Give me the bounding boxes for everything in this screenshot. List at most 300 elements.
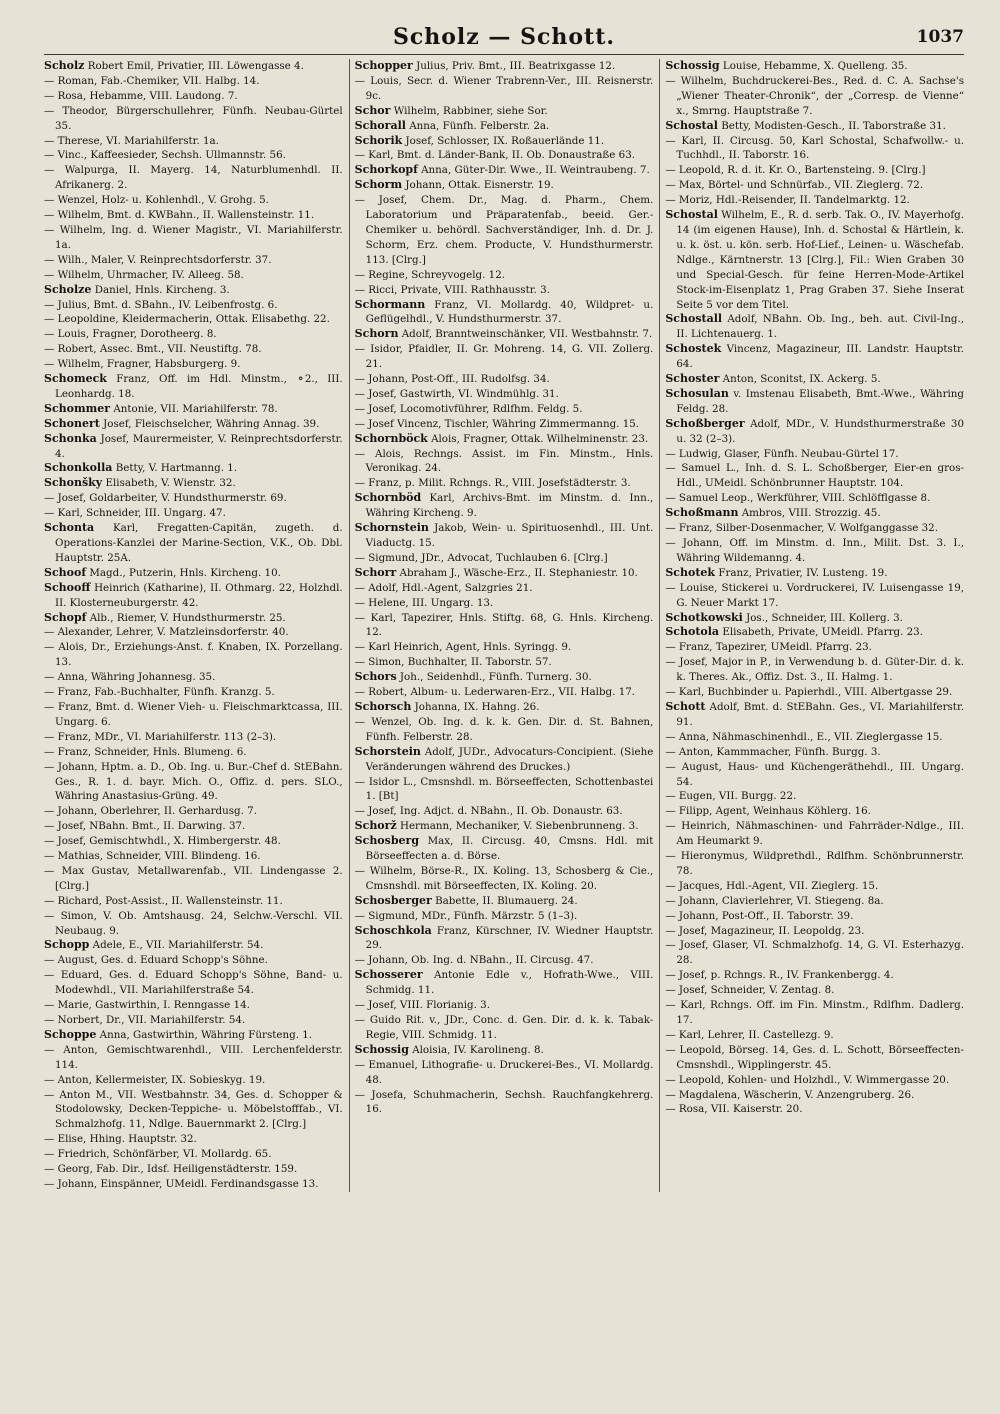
directory-entry [44, 491, 343, 506]
entry-text: Vincenz, Magazineur, III. Landstr. Hauptstr. 64. [676, 343, 965, 371]
entry-text: — Eduard, Ges. d. Eduard Schopp's Söhne, Band- u. Modewhdl., VII. Mariahilferstraße 54. [44, 969, 343, 997]
entry-text: — Josefa, Schuhmacherin, Sechsh. Rauchfangkehrerg. 16. [354, 1088, 654, 1116]
entry-text: — Alexander, Lehrer, V. Matzleinsdorferstr. 40. [44, 626, 289, 639]
entry-text: — Franz, Bmt. d. Wiener Vieh- u. Fleischmarktcassa, III. Ungarg. 6. [44, 700, 343, 728]
directory-entry [665, 208, 964, 312]
directory-entry [355, 134, 654, 149]
directory-entry [355, 447, 654, 477]
directory-entry [665, 849, 964, 879]
directory-entry [355, 566, 654, 581]
entry-text: — Therese, VI. Mariahilferstr. 1a. [44, 134, 219, 147]
entry-text: Franz, Kürschner, IV. Wiedner Hauptstr. 29. [365, 924, 654, 952]
directory-entry [665, 968, 964, 983]
entry-surname: Schotola [665, 625, 720, 639]
entry-surname: Schorik [354, 133, 403, 147]
entry-surname: Schoßmann [665, 506, 739, 520]
directory-entry [44, 223, 343, 253]
directory-entry [44, 566, 343, 581]
directory-entry [44, 1073, 343, 1088]
entry-text: Elisabeth, V. Wienstr. 32. [105, 477, 236, 490]
entry-text: — Roman, Fab.-Chemiker, VII. Halbg. 14. [44, 74, 260, 87]
entry-text: — Johann, Hptm. a. D., Ob. Ing. u. Bur.-Chef d. StEBahn. Ges., R. 1. d. bayr. Mich. O., Offiz. d. pers. SLO., Währing Anastasius-Grüng. 49. [44, 760, 343, 803]
directory-entry [44, 700, 343, 730]
directory-entry [665, 998, 964, 1028]
entry-text: — Karl, Bmt. d. Länder-Bank, II. Ob. Donaustraße 63. [354, 149, 636, 162]
entry-surname: Schoßberger [665, 416, 745, 430]
entry-text: — Leopold, Kohlen- und Holzhdl., V. Wimmergasse 20. [665, 1073, 950, 1086]
entry-text: — Josef, Locomotivführer, Rdlfhm. Feldg. 5. [354, 402, 583, 415]
entry-surname: Schornböd [354, 491, 422, 505]
entry-text: — Ricci, Private, VIII. Rathhausstr. 3. [354, 283, 550, 296]
entry-text: — Josef, Gastwirth, VI. Windmühlg. 31. [354, 387, 559, 400]
entry-text: — August, Ges. d. Eduard Schopp's Söhne. [44, 954, 268, 967]
entry-text: — Max Gustav, Metallwarenfab., VII. Lindengasse 2. [Clrg.] [44, 864, 343, 892]
directory-entry [44, 894, 343, 909]
directory-entry [355, 894, 654, 909]
directory-entry [44, 193, 343, 208]
entry-text: Hermann, Mechaniker, V. Siebenbrunneng. 3. [399, 820, 639, 833]
directory-entry [355, 596, 654, 611]
directory-entry [355, 864, 654, 894]
entry-text: — Filipp, Agent, Weinhaus Köhlerg. 16. [665, 805, 871, 818]
directory-entry [355, 1088, 654, 1118]
directory-entry [44, 1162, 343, 1177]
directory-entry [355, 685, 654, 700]
entry-text: — Vinc., Kaffeesieder, Sechsh. Ullmannstr. 56. [44, 149, 286, 162]
directory-entry [355, 268, 654, 283]
entry-surname: Schostal [665, 118, 718, 132]
directory-entry [44, 74, 343, 89]
entry-text: Anna, Güter-Dir. Wwe., II. Weintraubeng. 7. [421, 164, 650, 177]
entry-text: — Anna, Nähmaschinenhdl., E., VII. Zieglergasse 15. [665, 730, 943, 743]
entry-text: — Franz, p. Milit. Rchngs. R., VIII. Josefstädterstr. 3. [354, 477, 631, 490]
entry-text: — Josef, Glaser, VI. Schmalzhofg. 14, G. VI. Esterhazyg. 28. [665, 939, 965, 967]
directory-entry [665, 804, 964, 819]
entry-text: Anton, Sconitst, IX. Ackerg. 5. [722, 373, 881, 386]
directory-entry [665, 611, 964, 626]
entry-surname: Schornstein [354, 521, 429, 535]
directory-entry [44, 59, 343, 74]
directory-entry [665, 372, 964, 387]
entry-text: — Max, Börtel- und Schnürfab., VII. Zieglerg. 72. [665, 179, 924, 192]
entry-text: — Josef, Gemischtwhdl., X. Himbergerstr. 48. [44, 835, 281, 848]
entry-surname: Schorstein [354, 744, 421, 758]
directory-entry [665, 730, 964, 745]
entry-surname: Schossig [354, 1042, 409, 1056]
entry-text: — Richard, Post-Assist., II. Wallensteinstr. 11. [44, 894, 283, 907]
directory-entry [355, 163, 654, 178]
columns [44, 59, 964, 1192]
directory-entry [44, 625, 343, 640]
entry-text: Franz, VI. Mollardg. 40, Wildpret- u. Geflügelhdl., V. Hundsthurmerstr. 37. [365, 298, 654, 326]
entry-surname: Schonta [44, 521, 95, 535]
directory-entry [44, 1177, 343, 1192]
entry-text: Elisabeth, Private, UMeidl. Pfarrg. 23. [722, 626, 924, 639]
entry-text: — Karl, Buchbinder u. Papierhdl., VIII. Albertgasse 29. [665, 686, 953, 699]
entry-text: — Karl, II. Circusg. 50, Karl Schostal, Schafwollw.- u. Tuchhdl., II. Taborstr. 16. [665, 134, 965, 162]
page-header [44, 24, 964, 55]
directory-entry [355, 387, 654, 402]
directory-entry [355, 968, 654, 998]
entry-text: — Johann, Clavierlehrer, VI. Stiegeng. 8a. [665, 894, 884, 907]
directory-entry [665, 760, 964, 790]
directory-entry [355, 924, 654, 954]
directory-entry [44, 909, 343, 939]
entry-surname: Schonert [44, 416, 100, 430]
entry-text: — Karl, Lehrer, II. Castellezg. 9. [665, 1028, 834, 1041]
directory-entry [44, 521, 343, 566]
entry-text: — Franz, MDr., VI. Mariahilferstr. 113 (2–3). [44, 730, 277, 743]
directory-entry [44, 640, 343, 670]
directory-entry [44, 506, 343, 521]
directory-entry [44, 819, 343, 834]
entry-text: Wilhelm, Rabbiner, siehe Sor. [393, 104, 548, 117]
directory-entry [44, 253, 343, 268]
directory-entry [44, 849, 343, 864]
entry-text: Robert Emil, Privatier, III. Löwengasse 4. [87, 60, 304, 72]
entry-text: — Moriz, Hdl.-Reisender, II. Tandelmarktg. 12. [665, 194, 910, 207]
directory-entry [665, 163, 964, 178]
entry-surname: Schors [354, 670, 397, 684]
directory-entry [665, 193, 964, 208]
entry-text: — Emanuel, Lithografie- u. Druckerei-Bes., VI. Mollardg. 48. [354, 1058, 654, 1086]
directory-entry [355, 59, 654, 74]
entry-text: Magd., Putzerin, Hnls. Kircheng. 10. [89, 566, 281, 579]
directory-entry [44, 89, 343, 104]
directory-entry [355, 402, 654, 417]
directory-entry [355, 953, 654, 968]
entry-text: — Johann, Off. im Minstm. d. Inn., Milit. Dst. 3. I., Währing Wildemanng. 4. [665, 537, 965, 564]
entry-text: — August, Haus- und Küchengeräthehdl., III. Ungarg. 54. [665, 760, 965, 788]
directory-entry [44, 327, 343, 342]
directory-entry [44, 968, 343, 998]
entry-text: — Franz, Tapezirer, UMeidl. Pfarrg. 23. [665, 641, 872, 654]
entry-text: Anna, Gastwirthin, Währing Fürsteng. 1. [99, 1028, 313, 1041]
entry-text: — Josef, Schneider, V. Zentag. 8. [665, 984, 835, 997]
directory-entry [44, 998, 343, 1013]
entry-text: — Wilhelm, Börse-R., IX. Koling. 13, Schosberg & Cie., Cmsnshdl. mit Börseeffecten, IX. Koling. 20. [354, 864, 654, 892]
entry-surname: Schormann [354, 297, 426, 311]
entry-text: Wilhelm, E., R. d. serb. Tak. O., IV. Mayerhofg. 14 (im eigenen Hause), Inh. d. Schostal & Härtlein, k. u. k. öst. u. kön. serb. Hof-Lief., Leinen- u. Wäschefab. Ndlge., Kärntnerstr. 13 [Clrg.], Fil.: Wien Graben 30 und Special-Gesch. für feine Herren-Mode-Artikel Stock-im-Eisenplatz 1, Prag Graben 37. Siehe Inserat Seite 5 vor dem Titel. [676, 209, 965, 311]
directory-entry [44, 402, 343, 417]
entry-text: — Hieronymus, Wildprethdl., Rdlfhm. Schönbrunnerstr. 78. [665, 850, 965, 877]
entry-surname: Schoppe [44, 1027, 97, 1041]
entry-text: — Franz, Silber-Dosenmacher, V. Wolfganggasse 32. [665, 522, 939, 535]
entry-text: Alb., Riemer, V. Hundsthurmerstr. 25. [89, 611, 286, 624]
entry-text: — Robert, Album- u. Lederwaren-Erz., VII. Halbg. 17. [354, 686, 636, 699]
entry-text: — Wenzel, Ob. Ing. d. k. k. Gen. Dir. d. St. Bahnen, Fünfh. Felberstr. 28. [354, 715, 654, 743]
directory-entry [355, 476, 654, 491]
directory-entry [355, 715, 654, 745]
directory-entry [44, 163, 343, 193]
entry-surname: Schostek [665, 342, 722, 356]
entry-surname: Schoster [665, 372, 720, 386]
entry-text: — Isidor L., Cmsnshdl. m. Börseeffecten, Schottenbastei 1. [Bt] [354, 775, 654, 803]
directory-entry [44, 760, 343, 805]
entry-text: — Simon, Buchhalter, II. Taborstr. 57. [354, 656, 552, 669]
directory-entry [44, 1043, 343, 1073]
directory-entry [355, 283, 654, 298]
directory-entry [44, 417, 343, 432]
entry-text: Heinrich (Katharine), II. Othmarg. 22, Holzhdl. II. Klosterneuburgerstr. 42. [55, 581, 343, 609]
entry-text: — Wilhelm, Fragner, Habsburgerg. 9. [44, 358, 241, 371]
entry-text: — Karl, Rchngs. Off. im Fin. Minstm., Rdlfhm. Dadlerg. 17. [665, 999, 965, 1026]
directory-entry [665, 521, 964, 536]
entry-surname: Schoschkola [354, 923, 432, 937]
entry-surname: Schorsch [354, 699, 412, 713]
entry-text: — Karl, Tapezirer, Hnls. Stiftg. 68, G. Hnls. Kircheng. 12. [354, 611, 654, 639]
directory-entry [665, 59, 964, 74]
entry-text: — Leopold, R. d. it. Kr. O., Bartensteing. 9. [Clrg.] [665, 164, 926, 177]
directory-entry [665, 655, 964, 685]
directory-entry [44, 1028, 343, 1043]
entry-text: Adolf, JUDr., Advocaturs-Concipient. (Siehe Veränderungen während des Druckes.) [365, 745, 654, 773]
directory-entry [355, 104, 654, 119]
entry-surname: Schor [354, 103, 391, 117]
directory-entry [355, 745, 654, 775]
entry-text: — Josef, Goldarbeiter, V. Hundsthurmerstr. 69. [44, 492, 287, 505]
directory-entry [665, 119, 964, 134]
directory-entry [665, 1028, 964, 1043]
directory-entry [665, 640, 964, 655]
directory-entry [665, 506, 964, 521]
entry-text: Betty, V. Hartmanng. 1. [115, 462, 238, 475]
directory-entry [355, 74, 654, 104]
entry-surname: Schomeck [44, 372, 107, 386]
entry-surname: Schostall [665, 312, 723, 326]
directory-entry [44, 938, 343, 953]
entry-text: — Ludwig, Glaser, Fünfh. Neubau-Gürtel 17. [665, 447, 899, 460]
entry-surname: Schotkowski [665, 610, 743, 624]
entry-text: Ambros, VIII. Strozzig. 45. [741, 507, 881, 520]
entry-text: — Josef, Magazineur, II. Leopoldg. 23. [665, 924, 865, 937]
directory-entry [355, 655, 654, 670]
directory-entry [44, 372, 343, 402]
entry-surname: Schornböck [354, 431, 428, 445]
entry-text: — Marie, Gastwirthin, I. Renngasse 14. [44, 999, 250, 1012]
directory-entry [355, 804, 654, 819]
directory-entry [44, 312, 343, 327]
entry-surname: Schopf [44, 610, 87, 624]
directory-entry [665, 819, 964, 849]
entry-surname: Schommer [44, 401, 111, 415]
directory-entry [665, 625, 964, 640]
directory-entry [355, 670, 654, 685]
directory-entry [355, 551, 654, 566]
entry-text: Antonie Edle v., Hofrath-Wwe., VIII. Schmidg. 11. [365, 969, 654, 997]
directory-entry [44, 1132, 343, 1147]
entry-text: — Eugen, VII. Burgg. 22. [665, 790, 797, 803]
directory-entry [665, 178, 964, 193]
entry-text: — Mathias, Schneider, VIII. Blindeng. 16. [44, 850, 261, 863]
entry-text: Adolf, MDr., V. Hundsthurmerstraße 30 u. 32 (2–3). [676, 417, 965, 445]
entry-surname: Scholz [44, 59, 85, 72]
directory-entry [665, 1102, 964, 1117]
directory-entry [44, 953, 343, 968]
entry-text: — Adolf, Hdl.-Agent, Salzgries 21. [354, 581, 533, 594]
directory-entry [355, 372, 654, 387]
directory-entry [355, 298, 654, 328]
directory-entry [44, 611, 343, 626]
entry-surname: Schostal [665, 208, 718, 222]
entry-text: Max, II. Circusg. 40, Cmsns. Hdl. mit Börseeffecten a. d. Börse. [365, 835, 654, 863]
directory-entry [355, 1043, 654, 1058]
entry-text: — Josef, VIII. Florianig. 3. [354, 999, 490, 1012]
directory-entry [665, 536, 964, 566]
directory-entry [355, 998, 654, 1013]
directory-entry [665, 879, 964, 894]
column-3 [659, 59, 964, 1192]
entry-text: — Josef, Chem. Dr., Mag. d. Pharm., Chem. Laboratorium und Präparatenfab., beeid. Ger.-Chemiker u. behördl. Sachverständiger, Inh. d. Dr. J. Schorm, Erz. chem. Producte, V. Hundsthurmerstr. 113. [Clrg.] [354, 194, 654, 266]
entry-surname: Schosserer [354, 968, 423, 982]
entry-text: — Anton, Gemischtwarenhdl., VIII. Lerchenfelderstr. 114. [44, 1043, 343, 1071]
entry-text: — Wilhelm, Buchdruckerei-Bes., Red. d. C. A. Sachse's „Wiener Theater-Chronik“, der „Corresp. de Vienne“ x., Smrng. Hauptstraße 7. [665, 74, 965, 117]
directory-entry [665, 938, 964, 968]
entry-surname: Schotek [665, 565, 716, 579]
entry-surname: Schonka [44, 431, 97, 445]
directory-entry [44, 1013, 343, 1028]
entry-surname: Schosberger [354, 893, 432, 907]
entry-text: — Elise, Hhing. Hauptstr. 32. [44, 1133, 197, 1146]
entry-text: — Franz, Schneider, Hnls. Blumeng. 6. [44, 745, 247, 758]
entry-surname: Schopp [44, 938, 90, 952]
entry-text: — Norbert, Dr., VII. Mariahilferstr. 54. [44, 1014, 246, 1026]
directory-entry [355, 1058, 654, 1088]
entry-text: — Anton M., VII. Westbahnstr. 34, Ges. d. Schopper & Stodolowsky, Decken-Teppiche- u. Möbelstofffab., VI. Schmalzhofg. 11, Ndlge. Bauernmarkt 2. [Clrg.] [44, 1088, 343, 1131]
entry-text: — Jacques, Hdl.-Agent, VII. Zieglerg. 15. [665, 879, 879, 892]
directory-entry [665, 417, 964, 447]
directory-entry [355, 521, 654, 551]
directory-entry [665, 1043, 964, 1073]
entry-text: — Walpurga, II. Mayerg. 14, Naturblumenhdl. II. Afrikanerg. 2. [44, 164, 343, 192]
directory-entry [44, 342, 343, 357]
directory-entry [665, 312, 964, 342]
directory-entry [44, 208, 343, 223]
directory-entry [355, 327, 654, 342]
entry-text: — Karl, Schneider, III. Ungarg. 47. [44, 507, 226, 520]
directory-entry [44, 476, 343, 491]
entry-text: — Johann, Ob. Ing. d. NBahn., II. Circusg. 47. [354, 954, 594, 967]
entry-surname: Schooff [44, 580, 91, 594]
entry-text: — Wilhelm, Uhrmacher, IV. Alleeg. 58. [44, 268, 244, 281]
entry-text: Johann, Ottak. Eisnerstr. 19. [405, 179, 554, 192]
entry-text: Alois, Fragner, Ottak. Wilhelminenstr. 23. [431, 432, 649, 445]
entry-text: Jos., Schneider, III. Kollerg. 3. [746, 611, 903, 624]
entry-text: — Wenzel, Holz- u. Kohlenhdl., V. Grohg. 5. [44, 194, 269, 207]
entry-text: — Alois, Dr., Erziehungs-Anst. f. Knaben, IX. Porzellang. 13. [44, 641, 343, 669]
directory-entry [44, 104, 343, 134]
entry-text: — Anton, Kammmacher, Fünfh. Burgg. 3. [665, 745, 881, 758]
entry-text: Karl, Fregatten-Capitän, zugeth. d. Operations-Kanzlei der Marine-Section, V.K., Ob. Dbl. Hauptstr. 25A. [55, 522, 343, 564]
directory-entry [665, 700, 964, 730]
directory-entry [44, 1147, 343, 1162]
directory-entry [665, 342, 964, 372]
entry-text: — Josef, NBahn. Bmt., II. Darwing. 37. [44, 820, 246, 833]
directory-entry [355, 342, 654, 372]
directory-entry [665, 983, 964, 998]
entry-text: — Wilhelm, Bmt. d. KWBahn., II. Wallensteinstr. 11. [44, 209, 315, 222]
entry-text: — Rosa, Hebamme, VIII. Laudong. 7. [44, 89, 238, 102]
entry-text: — Simon, V. Ob. Amtshausg. 24, Selchw.-Verschl. VII. Neubaug. 9. [44, 909, 343, 937]
directory-entry [665, 461, 964, 491]
entry-text: — Julius, Bmt. d. SBahn., IV. Leibenfrostg. 6. [44, 298, 278, 311]
entry-text: — Johann, Post-Off., III. Rudolfsg. 34. [354, 373, 550, 386]
entry-text: — Samuel L., Inh. d. S. L. Schoßberger, Eier-en gros-Hdl., UMeidl. Schönbrunner Hauptstr. 104. [665, 462, 965, 490]
directory-entry [44, 804, 343, 819]
directory-entry [44, 357, 343, 372]
directory-entry [665, 745, 964, 760]
directory-entry [355, 611, 654, 641]
directory-entry [44, 432, 343, 462]
entry-text: Antonie, VII. Mariahilferstr. 78. [113, 402, 278, 415]
directory-entry [665, 74, 964, 119]
directory-entry [44, 134, 343, 149]
directory-entry [665, 1088, 964, 1103]
entry-text: — Josef, Major in P., in Verwendung b. d. Güter-Dir. d. k. k. Theres. Ak., Offiz. Dst. 3., II. Halmg. 1. [665, 656, 965, 684]
entry-text: — Rosa, VII. Kaiserstr. 20. [665, 1103, 803, 1116]
directory-entry [44, 685, 343, 700]
entry-text: Daniel, Hnls. Kircheng. 3. [94, 283, 230, 296]
directory-entry [44, 298, 343, 313]
entry-text: Franz, Privatier, IV. Lusteng. 19. [718, 566, 888, 579]
entry-text: — Franz, Fab.-Buchhalter, Fünfh. Kranzg. 5. [44, 686, 275, 699]
entry-text: — Johann, Oberlehrer, II. Gerhardusg. 7. [44, 805, 257, 818]
entry-surname: Schopper [354, 59, 413, 72]
directory-entry [355, 834, 654, 864]
entry-text: — Josef, Ing. Adjct. d. NBahn., II. Ob. Donaustr. 63. [354, 805, 623, 818]
entry-surname: Schoof [44, 565, 87, 579]
entry-text: Josef, Maurermeister, V. Reinprechtsdorferstr. 4. [55, 432, 343, 460]
entry-text: — Josef, p. Rchngs. R., IV. Frankenbergg. 4. [665, 969, 894, 982]
running-title: Scholz — Schott. [392, 24, 616, 50]
entry-text: Josef, Fleischselcher, Währing Annag. 39. [103, 417, 320, 430]
entry-text: Julius, Priv. Bmt., III. Beatrixgasse 12. [416, 60, 616, 72]
directory-entry [355, 775, 654, 805]
entry-text: Adolf, Branntweinschänker, VII. Westbahnstr. 7. [401, 328, 653, 341]
directory-entry [44, 581, 343, 611]
entry-text: — Theodor, Bürgerschullehrer, Fünfh. Neubau-Gürtel 35. [44, 104, 343, 132]
directory-entry [355, 819, 654, 834]
entry-text: — Sigmund, JDr., Advocat, Tuchlauben 6. [Clrg.] [354, 551, 608, 564]
directory-entry [44, 461, 343, 476]
entry-text: Adele, E., VII. Mariahilferstr. 54. [92, 939, 264, 952]
entry-text: — Louise, Stickerei u. Vordruckerei, IV. Luisengasse 19, G. Neuer Markt 17. [665, 581, 965, 609]
directory-entry [665, 909, 964, 924]
entry-surname: Schosberg [354, 834, 420, 848]
directory-entry [355, 1013, 654, 1043]
entry-text: — Louis, Fragner, Dorotheerg. 8. [44, 328, 217, 341]
entry-text: — Robert, Assec. Bmt., VII. Neustiftg. 78. [44, 343, 262, 356]
entry-text: Adolf, NBahn. Ob. Ing., beh. aut. Civil-Ing., II. Lichtenauerg. 1. [676, 313, 965, 341]
directory-entry [355, 700, 654, 715]
entry-text: — Heinrich, Nähmaschinen- und Fahrräder-Ndlge., III. Am Heumarkt 9. [665, 820, 965, 848]
entry-text: — Karl Heinrich, Agent, Hnls. Syringg. 9. [354, 641, 572, 654]
entry-surname: Schonšky [44, 476, 103, 490]
entry-text: v. Imstenau Elisabeth, Bmt.-Wwe., Währing Feldg. 28. [676, 387, 965, 415]
entry-text: Babette, II. Blumauerg. 24. [435, 894, 578, 907]
directory-entry [665, 685, 964, 700]
directory-entry [665, 134, 964, 164]
entry-text: Adolf, Bmt. d. StEBahn. Ges., VI. Mariahilferstr. 91. [676, 700, 965, 728]
entry-surname: Schott [665, 699, 706, 713]
directory-entry [44, 148, 343, 163]
directory-entry [44, 730, 343, 745]
directory-entry [665, 387, 964, 417]
directory-entry [44, 864, 343, 894]
directory-entry [44, 834, 343, 849]
entry-surname: Schorm [354, 178, 403, 192]
entry-text: Jakob, Wein- u. Spirituosenhdl., III. Unt. Viaductg. 15. [365, 522, 654, 549]
